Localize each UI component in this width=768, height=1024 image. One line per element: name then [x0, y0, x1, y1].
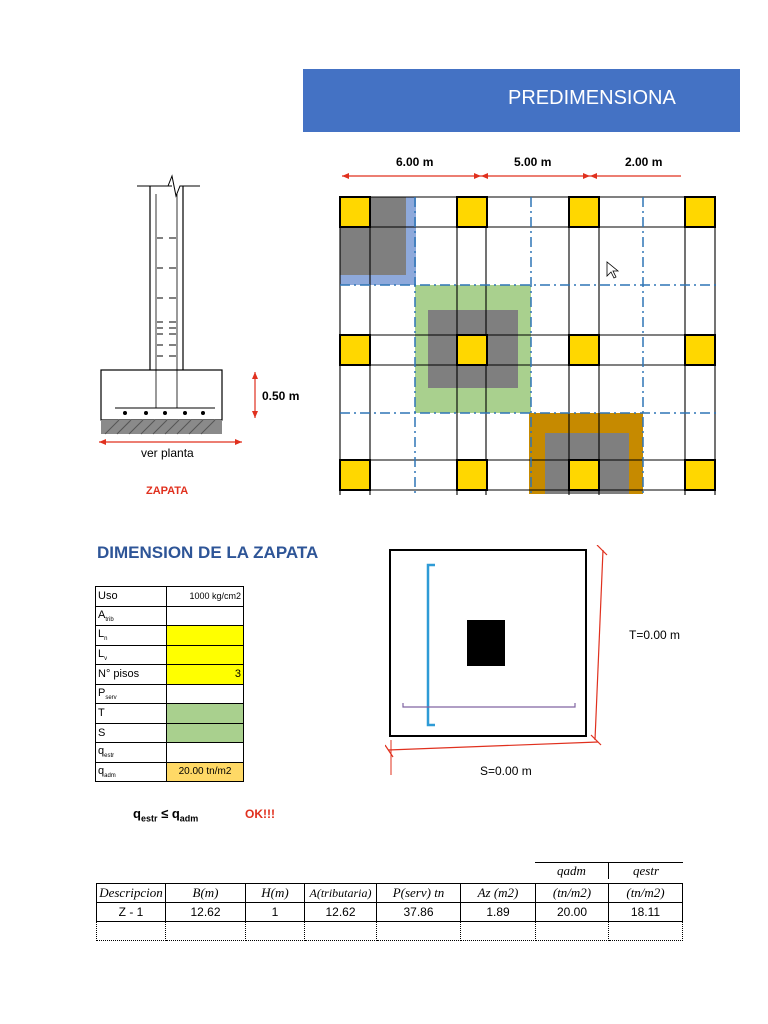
prop-key: S	[96, 723, 167, 743]
prop-value[interactable]: 3	[167, 665, 244, 685]
T-label: T=0.00 m	[629, 628, 681, 642]
table-header-row	[97, 884, 683, 903]
footing-plan-sketch	[385, 545, 615, 780]
prop-value[interactable]: 20.00 tn/m2	[167, 762, 244, 782]
prop-value[interactable]	[167, 606, 244, 626]
col-header: Az (m2)	[461, 884, 536, 903]
span-label-3: 2.00 m	[625, 155, 663, 169]
cell[interactable]	[246, 922, 305, 941]
col-header: (tn/m2)	[536, 884, 609, 903]
cell[interactable]	[461, 922, 536, 941]
header-qadm: qadm	[535, 862, 608, 879]
cell[interactable]	[97, 922, 166, 941]
table-row	[96, 743, 244, 763]
table-row	[96, 704, 244, 724]
prop-value[interactable]	[167, 704, 244, 724]
col-header: Descripcion	[97, 884, 166, 903]
section-caption: ver planta	[141, 446, 194, 460]
footing-properties-table	[95, 586, 244, 782]
col-header: P(serv) tn	[377, 884, 461, 903]
prop-key: $A_{trib}$	[96, 606, 167, 626]
title-banner	[303, 69, 740, 132]
cell[interactable]: 1	[246, 903, 305, 922]
prop-value[interactable]	[167, 743, 244, 763]
col-header: B(m)	[166, 884, 246, 903]
prop-key: N° pisos	[96, 665, 167, 685]
col-header: H(m)	[246, 884, 305, 903]
table-row	[96, 626, 244, 646]
span-label-1: 6.00 m	[396, 155, 434, 169]
header-qestr: qestr	[608, 862, 683, 879]
table-row	[96, 762, 244, 782]
prop-key: $P_{serv}$	[96, 684, 167, 704]
prop-key: $L_n$	[96, 626, 167, 646]
prop-value[interactable]	[167, 626, 244, 646]
cell[interactable]	[305, 922, 377, 941]
zapata-label: ZAPATA	[146, 485, 189, 497]
prop-key: $q_{estr}$	[96, 743, 167, 763]
table-row	[96, 665, 244, 685]
prop-key: $q_{adm}$	[96, 762, 167, 782]
height-label: 0.50 m	[262, 389, 300, 403]
prop-value[interactable]: 1000 kg/cm2	[167, 587, 244, 607]
prop-key: $L_v$	[96, 645, 167, 665]
cell[interactable]: 37.86	[377, 903, 461, 922]
col-header: (tn/m2)	[609, 884, 683, 903]
S-label: S=0.00 m	[480, 764, 532, 778]
section-title: DIMENSION DE LA ZAPATA	[97, 543, 319, 562]
prop-value[interactable]	[167, 645, 244, 665]
table-row	[96, 606, 244, 626]
prop-key: Uso	[96, 587, 167, 607]
prop-value[interactable]	[167, 684, 244, 704]
col-header: A(tributaria)	[305, 884, 377, 903]
prop-key: T	[96, 704, 167, 724]
cell[interactable]: Z - 1	[97, 903, 166, 922]
cell[interactable]	[166, 922, 246, 941]
prop-value[interactable]	[167, 723, 244, 743]
cell[interactable]: 20.00	[536, 903, 609, 922]
span-label-2: 5.00 m	[514, 155, 552, 169]
cell[interactable]	[609, 922, 683, 941]
table-row	[96, 587, 244, 607]
cell[interactable]: 12.62	[305, 903, 377, 922]
table-row	[97, 922, 683, 941]
cell[interactable]: 18.11	[609, 903, 683, 922]
table-row	[96, 723, 244, 743]
table-row	[96, 645, 244, 665]
cell[interactable]	[377, 922, 461, 941]
results-table	[96, 883, 683, 941]
cell[interactable]: 12.62	[166, 903, 246, 922]
table-row	[97, 903, 683, 922]
condition-status: OK!!!	[245, 807, 275, 821]
table-row	[96, 684, 244, 704]
foundation-plan	[335, 150, 725, 500]
cell[interactable]: 1.89	[461, 903, 536, 922]
footing-section-diagram	[95, 170, 270, 470]
cell[interactable]	[536, 922, 609, 941]
banner-title: PREDIMENSIONA	[508, 87, 676, 109]
condition-formula: $q_{estr} \le q_{adm}$	[133, 806, 199, 824]
